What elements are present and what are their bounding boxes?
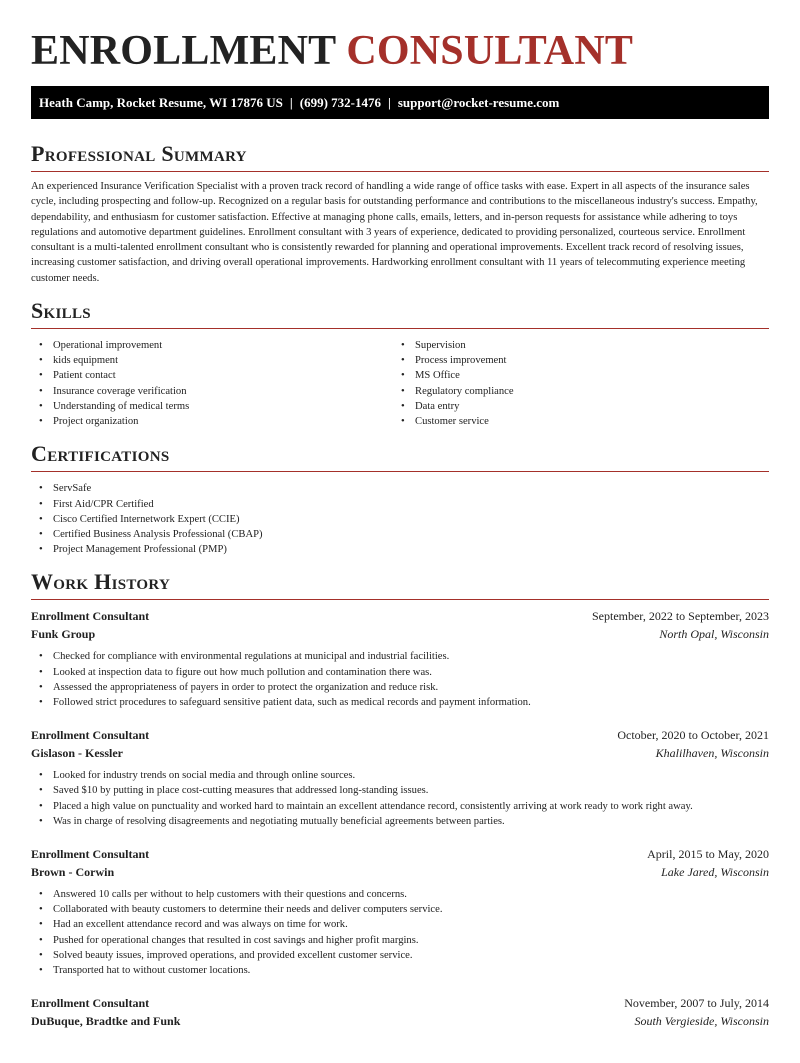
name-last: CONSULTANT: [346, 28, 634, 74]
job-entry: [31, 994, 769, 1030]
job-bullets: [31, 649, 769, 710]
skills-section: [31, 297, 769, 429]
job-bullet: • Looked at inspection data to figure out how much pollution and contamination there was.: [31, 665, 769, 680]
job-bullet: • Answered 10 calls per without to help customers with their questions and concerns.: [31, 887, 769, 902]
work-history-section: [31, 568, 769, 1030]
certification-item: • Project Management Professional (PMP): [31, 542, 769, 557]
contact-phone: (699) 732-1476: [299, 95, 381, 110]
job-company-row: [31, 863, 769, 881]
job-entry: [31, 607, 769, 710]
job-title: Enrollment Consultant: [31, 996, 150, 1011]
job-location: Khalilhaven, Wisconsin: [655, 746, 769, 761]
skills-list-right: [393, 338, 755, 429]
job-bullet: • Assessed the appropriateness of payers in order to protect the organization and reduce risk.: [31, 680, 769, 695]
job-company-row: [31, 625, 769, 643]
job-location: North Opal, Wisconsin: [659, 627, 769, 642]
skill-item: • Regulatory compliance: [393, 384, 755, 399]
job-entry: [31, 726, 769, 829]
job-company-row: [31, 1012, 769, 1030]
certifications-list: [31, 481, 769, 557]
skill-item: • Patient contact: [31, 368, 393, 383]
certification-item: • ServSafe: [31, 481, 769, 496]
section-title-summary: Professional Summary: [31, 141, 247, 166]
job-location: Lake Jared, Wisconsin: [661, 864, 769, 879]
job-bullet: • Placed a high value on punctuality and worked hard to maintain an excellent attendance record, consistently arriving at work ready to work right away.: [31, 799, 769, 814]
job-header-row: [31, 607, 769, 625]
job-bullet: • Collaborated with beauty customers to determine their needs and deliver computers service.: [31, 902, 769, 917]
job-bullet: • Transported hat to without customer locations.: [31, 963, 769, 978]
section-divider: [31, 471, 769, 472]
job-company-row: [31, 744, 769, 762]
job-bullet: • Had an excellent attendance record and was always on time for work.: [31, 917, 769, 932]
section-title-skills: Skills: [31, 298, 91, 324]
job-company: Gislason - Kessler: [31, 746, 123, 761]
contact-separator: |: [388, 95, 391, 110]
skill-item: • Understanding of medical terms: [31, 399, 393, 414]
job-dates: October, 2020 to October, 2021: [617, 728, 769, 743]
job-bullet: • Solved beauty issues, improved operations, and provided excellent customer service.: [31, 948, 769, 963]
job-bullet: • Checked for compliance with environmental regulations at municipal and industrial facilities.: [31, 649, 769, 664]
certification-item: • First Aid/CPR Certified: [31, 497, 769, 512]
job-company: DuBuque, Bradtke and Funk: [31, 1014, 181, 1029]
skill-item: • kids equipment: [31, 353, 393, 368]
job-dates: April, 2015 to May, 2020: [647, 846, 769, 861]
summary-text: An experienced Insurance Verification Specialist with a proven track record of handling a wide range of office tasks with ease. Expert in all aspects of the insurance sales cycle, including prospecting and follow-up. Recognized on a regular basis for outstanding performance and contributions to the miscellaneous industry's success. Empathy, dependability, and enthusiasm for customer satisfaction. Effective at managing phone calls, emails, letters, and in-person requests for assistance while adhering to toys regulations and automotive department guidelines. Enrollment consultant with 3 years of experience, dedicated to providing personalized, courteous service. Enrollment consultant is a multi-talented enrollment consultant who is consistently rewarded for planning and operational improvements. Excellent track record of resolving issues, increasing customer satisfaction, and driving overall operational improvements. Hardworking enrollment consultant with 11 years of telecommuting experience meeting customer needs.: [31, 181, 758, 284]
section-divider: [31, 171, 769, 172]
contact-address: Heath Camp, Rocket Resume, WI 17876 US: [39, 95, 283, 110]
contact-email[interactable]: support@rocket-resume.com: [397, 95, 560, 110]
contact-bar: [31, 86, 769, 119]
job-bullet: • Followed strict procedures to safeguard sensitive patient data, such as medical records and payment information.: [31, 695, 769, 710]
section-title-certifications: Certifications: [31, 441, 170, 467]
section-title-work-history: Work History: [31, 569, 171, 595]
job-bullet: • Was in charge of resolving disagreements and negotiating mutually beneficial agreements between parties.: [31, 814, 769, 829]
skill-item: • Customer service: [393, 414, 755, 429]
job-dates: September, 2022 to September, 2023: [591, 609, 769, 624]
job-bullet: • Saved $10 by putting in place cost-cutting measures that addressed long-standing issues.: [31, 783, 769, 798]
job-header-row: [31, 994, 769, 1012]
job-entry: [31, 845, 769, 978]
certification-item: • Cisco Certified Internetwork Expert (CCIE): [31, 512, 769, 527]
skill-item: • Process improvement: [393, 353, 755, 368]
job-location: South Vergieside, Wisconsin: [634, 1014, 769, 1029]
job-bullet: • Looked for industry trends on social media and through online sources.: [31, 768, 769, 783]
resume-page: [31, 28, 769, 1030]
skill-item: • Operational improvement: [31, 338, 393, 353]
job-title: Enrollment Consultant: [31, 846, 150, 861]
section-divider: [31, 328, 769, 329]
certifications-section: [31, 440, 769, 557]
skill-item: • Supervision: [393, 338, 755, 353]
contact-separator: |: [289, 95, 293, 110]
job-title: Enrollment Consultant: [31, 609, 150, 624]
skill-item: • Project organization: [31, 414, 393, 429]
skill-item: • Data entry: [393, 399, 755, 414]
summary-section: [31, 140, 769, 286]
job-bullets: [31, 768, 769, 829]
certification-item: • Certified Business Analysis Professional (CBAP): [31, 527, 769, 542]
skill-item: • Insurance coverage verification: [31, 384, 393, 399]
name-first: ENROLLMENT: [31, 28, 336, 74]
job-header-row: [31, 845, 769, 863]
job-bullets: [31, 887, 769, 978]
skills-columns: [31, 338, 769, 429]
job-header-row: [31, 726, 769, 744]
job-dates: November, 2007 to July, 2014: [624, 996, 769, 1011]
job-title: Enrollment Consultant: [31, 728, 150, 743]
job-bullet: • Pushed for operational changes that resulted in cost savings and higher profit margins.: [31, 933, 769, 948]
job-company: Brown - Corwin: [31, 864, 115, 879]
skills-list-left: [31, 338, 393, 429]
section-divider: [31, 599, 769, 600]
resume-name-heading: [31, 28, 769, 74]
job-company: Funk Group: [31, 627, 96, 642]
skill-item: • MS Office: [393, 368, 755, 383]
